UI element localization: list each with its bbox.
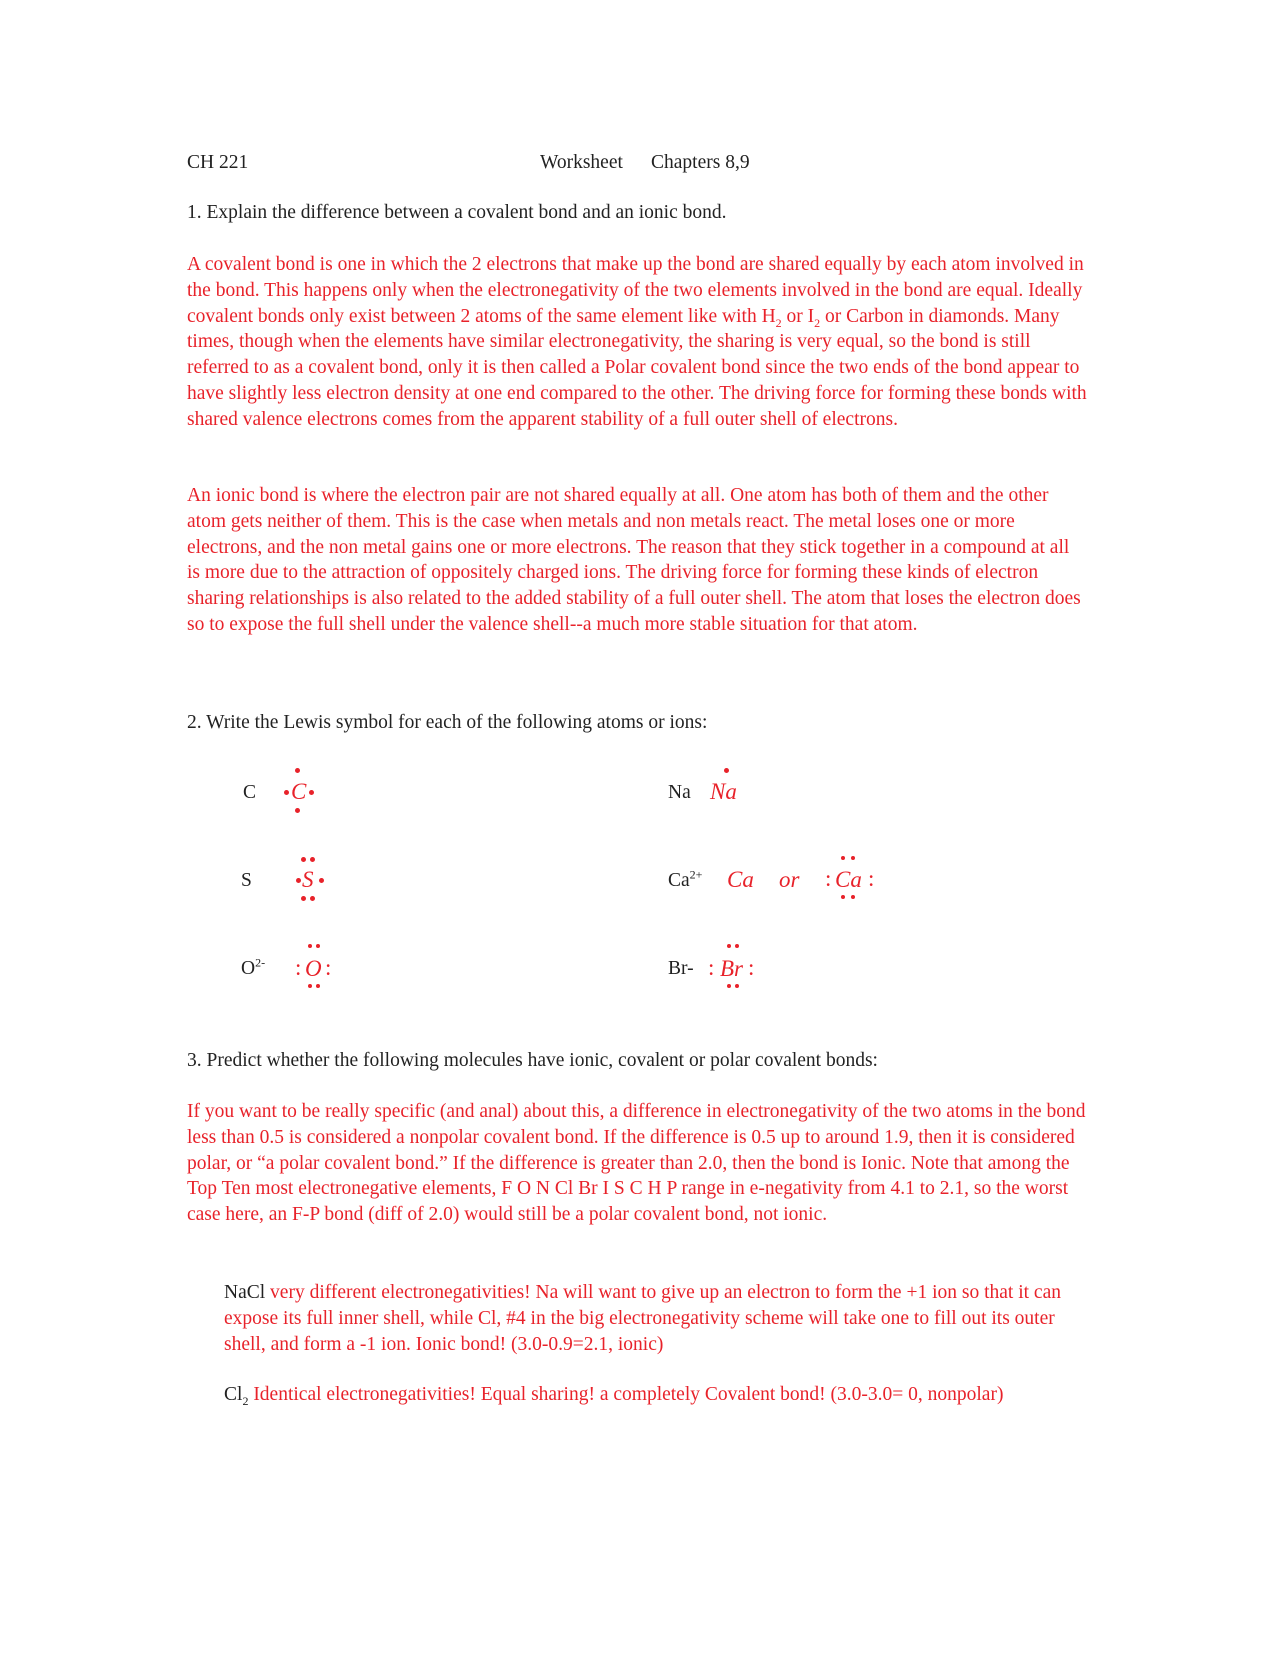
label-br: Br- [668, 958, 694, 979]
lewis-br-colon-right: : [748, 955, 755, 980]
lewis-ca-1: Ca [727, 867, 754, 892]
label-s: S [241, 870, 252, 891]
label-o-text: O [241, 958, 256, 979]
answer-1-text-b: or I [781, 305, 815, 327]
answer-3-cl2 [224, 1382, 1084, 1408]
lewis-na-dot-top [724, 768, 729, 773]
lewis-ca-2-dot-top2 [851, 856, 855, 860]
answer-1-text-a: A covalent bond is one in which the 2 electrons that make up the bond are shared equally by each atom involved in the bond. This happens only when the electronegativity of the two elements involved in the bond are equal. Ideally covalent bonds only exist between 2 atoms of the same element like with H [187, 254, 1084, 327]
lewis-br-dot-top1 [727, 944, 731, 948]
lewis-s-dot-top2 [310, 857, 315, 862]
answer-1-ionic: An ionic bond is where the electron pair are not shared equally at all. One atom has both of them and the other atom gets neither of them. This is the case when metals and non metals react. The metal loses one or more electrons, and the non metal gains one or more electrons. The reason that they stick together in a compound at all is more due to the attraction of oppositely charged ions. The driving force for forming these kinds of electron sharing relationships is also related to the added stability of a full outer shell. The atom that loses the electron does so to expose the full shell under the valence shell--a much more stable situation for that atom. [187, 485, 1081, 635]
ca-or: or [779, 867, 800, 892]
label-o [241, 955, 266, 980]
lewis-c-dot-top [295, 768, 300, 773]
answer-1-covalent [187, 252, 1087, 433]
cl2-label [224, 1384, 249, 1408]
answer-1-sub-i: 2 [814, 315, 821, 330]
label-o-charge: 2- [255, 955, 266, 970]
lewis-s: S [302, 867, 314, 892]
lewis-br-dot-top2 [735, 944, 739, 948]
lewis-c-dot-bottom [295, 808, 300, 813]
worksheet-title: Worksheet [540, 152, 623, 173]
lewis-o-dot-bottom1 [308, 984, 312, 988]
answer-3-nacl [224, 1280, 1084, 1357]
lewis-br-colon-left: : [708, 955, 715, 980]
label-ca [668, 867, 703, 892]
lewis-c: C [291, 779, 307, 804]
lewis-s-dot-left [296, 878, 301, 883]
lewis-o-dot-top1 [308, 944, 312, 948]
cl2-text: Identical electronegativities! Equal sharing! a completely Covalent bond! (3.0-3.0= 0, nonpolar) [248, 1384, 1004, 1405]
course-code: CH 221 [187, 152, 249, 173]
question-1: 1. Explain the difference between a covalent bond and an ionic bond. [187, 202, 727, 223]
lewis-na: Na [710, 779, 737, 804]
lewis-s-dot-bottom2 [310, 896, 315, 901]
nacl-label: NaCl [224, 1282, 266, 1303]
lewis-c-dot-right [309, 790, 314, 795]
lewis-o-dot-bottom2 [316, 984, 320, 988]
answer-3-intro: If you want to be really specific (and anal) about this, a difference in electronegativity of the two atoms in the bond less than 0.5 is considered a nonpolar covalent bond. If the difference is 0.5 up to around 1.9, then it is considered polar, or “a polar covalent bond.” If the difference is greater than 2.0, then the bond is Ionic. Note that among the Top Ten most electronegative elements, F O N Cl Br I S C H P range in e-negativity from 4.1 to 2.1, so the worst case here, an F-P bond (diff of 2.0) would still be a polar covalent bond, not ionic. [187, 1101, 1086, 1226]
answer-1-text-c: or Carbon in diamonds. Many times, though when the elements have similar electronegativity, the sharing is very equal, so the bond is still referred to as a covalent bond, only it is then called a Polar covalent bond since the two ends of the bond appear to have slightly less electron density at one end compared to the other. The driving force for forming these bonds with shared valence electrons comes from the apparent stability of a full outer shell of electrons. [187, 305, 1087, 430]
question-3: 3. Predict whether the following molecules have ionic, covalent or polar covalent bonds: [187, 1050, 878, 1071]
lewis-br-dot-bottom1 [727, 984, 731, 988]
label-na: Na [668, 782, 691, 803]
chapters-label: Chapters 8,9 [651, 152, 750, 173]
nacl-text: very different electronegativities! Na will want to give up an electron to form the +1 ion so that it can expose its full inner shell, while Cl, #4 in the big electronegativity scheme will take one to fill out its outer shell, and form a -1 ion. Ionic bond! (3.0-0.9=2.1, ionic) [224, 1282, 1061, 1355]
lewis-o-colon-right: : [325, 955, 332, 980]
lewis-ca-2-colon-left: : [825, 866, 832, 891]
lewis-ca-2-dot-top1 [841, 856, 845, 860]
lewis-br: Br [720, 956, 743, 981]
lewis-ca-2-dot-bottom2 [851, 895, 855, 899]
label-ca-text: Ca [668, 870, 690, 891]
lewis-o-dot-top2 [316, 944, 320, 948]
lewis-c-dot-left [284, 790, 289, 795]
lewis-br-dot-bottom2 [735, 984, 739, 988]
lewis-o-colon-left: : [295, 955, 302, 980]
lewis-s-dot-bottom1 [301, 896, 306, 901]
question-2: 2. Write the Lewis symbol for each of the following atoms or ions: [187, 712, 708, 733]
lewis-s-dot-top1 [301, 857, 306, 862]
lewis-ca-2: Ca [835, 867, 862, 892]
label-ca-charge: 2+ [689, 867, 703, 882]
lewis-s-dot-right [319, 878, 324, 883]
lewis-ca-2-dot-bottom1 [841, 895, 845, 899]
lewis-o: O [305, 956, 322, 981]
cl2-label-sub: 2 [242, 1393, 249, 1408]
answer-1-sub-h: 2 [775, 315, 782, 330]
cl2-label-text: Cl [224, 1384, 243, 1405]
label-c: C [243, 782, 257, 803]
lewis-ca-2-colon-right: : [868, 866, 875, 891]
